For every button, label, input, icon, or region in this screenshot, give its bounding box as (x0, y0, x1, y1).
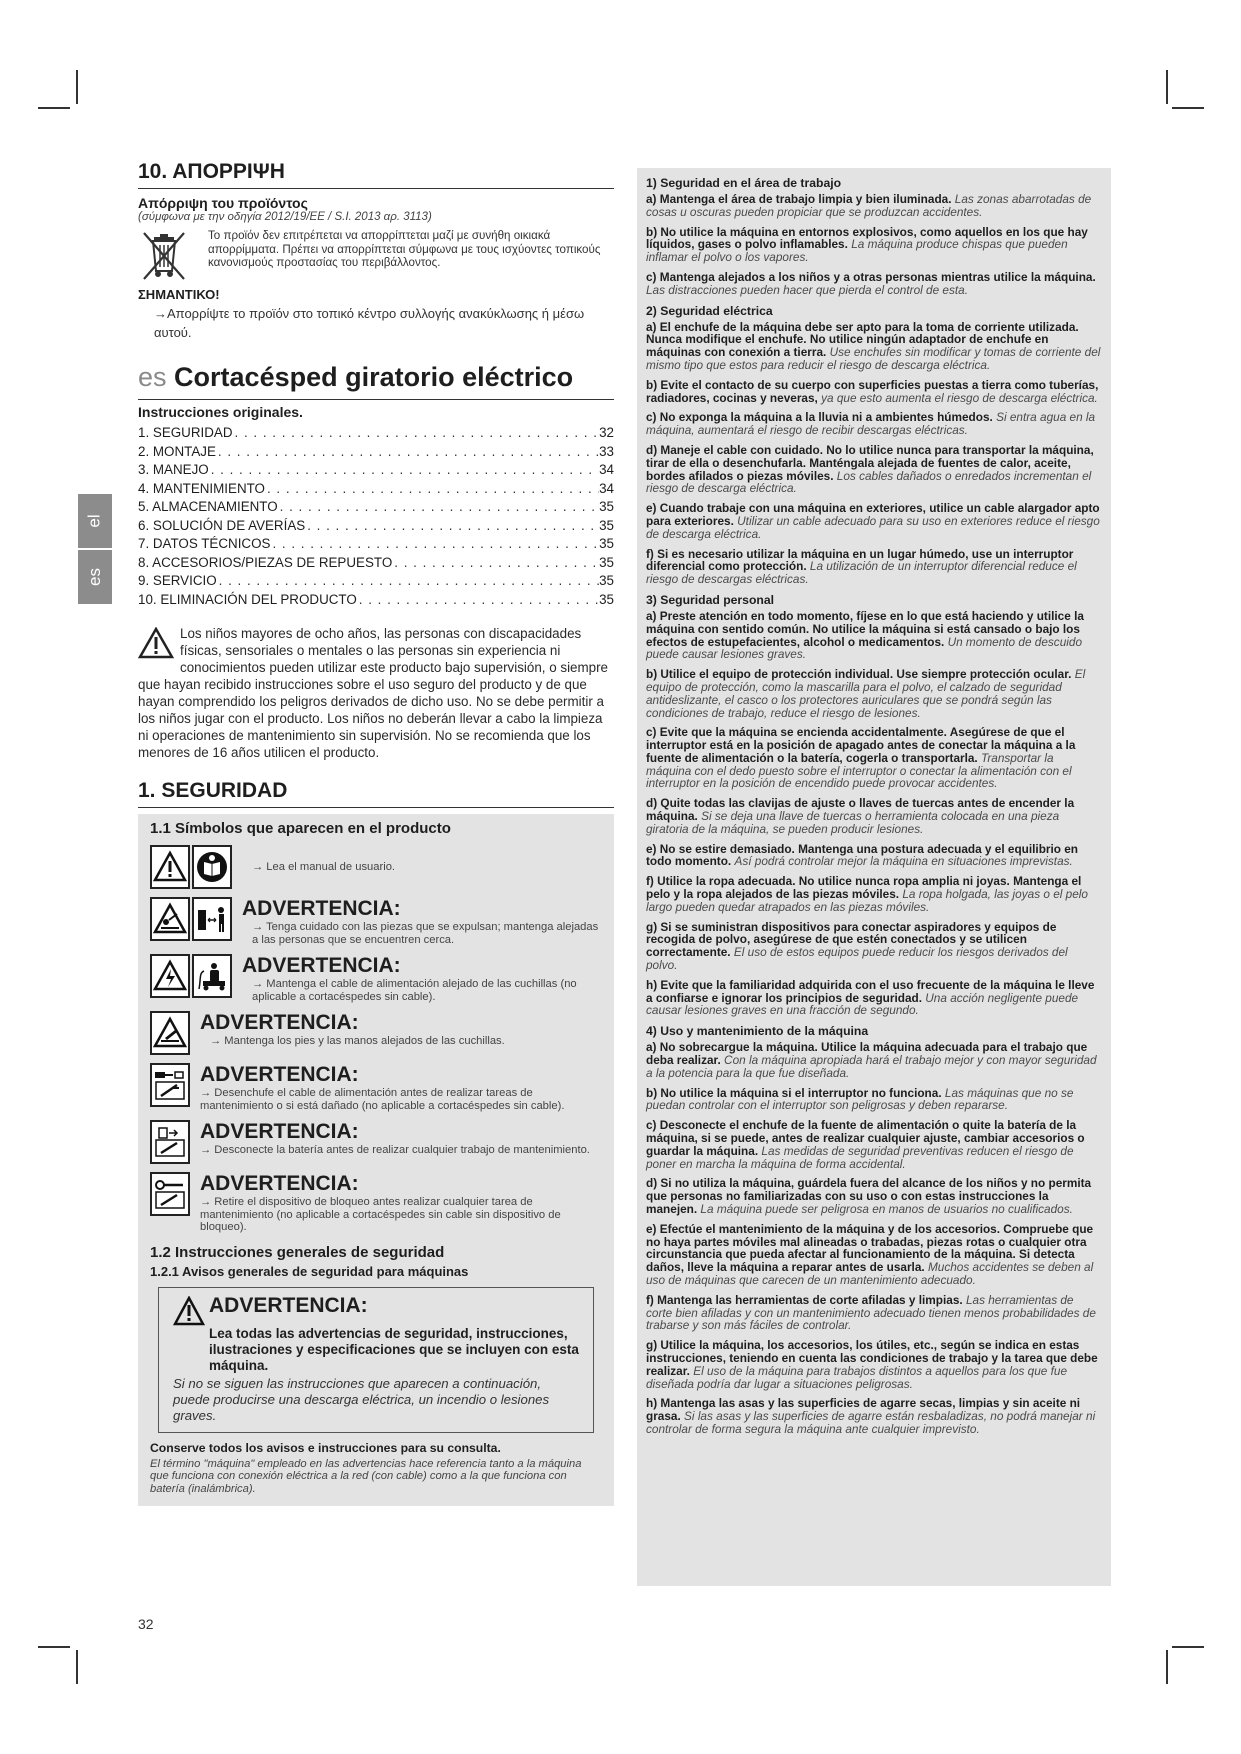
rule-item: b) No utilice la máquina en entornos explosivos, como aquellos en los que hay líquidos, gases o polvo inflamables. La máquina produce chispas que pueden inflamar el polvo o los vapores. (646, 224, 1088, 265)
rule-item: f) Utilice la ropa adecuada. No utilice nunca ropa amplia ni joyas. Mantenga el pelo y la ropa alejados de las piezas móviles. La ropa holgada, las joyas o el pelo largo pueden quedar atrapados en las piezas móviles. (646, 874, 1088, 914)
symbol-row (150, 1011, 602, 1055)
keep-distance-icon (192, 897, 232, 941)
rule-item: h) Mantenga las asas y las superficies de agarre secas, limpias y sin aceite ni grasa. Si las asas y las superficies de agarre están resbaladizas, no podrá manejar ni controlar de forma segura la máquina ante cualquier imprevisto. (646, 1396, 1096, 1436)
keep-instructions-text: Conserve todos los avisos e instrucciones para su consulta. (150, 1440, 501, 1455)
rule-item: e) No se estire demasiado. Mantenga una postura adecuada y el equilibrio en todo momento. Así podrá controlar mejor la máquina en situaciones imprevistas. (646, 841, 1079, 869)
symbol-description: → Desconecte la batería antes de realizar cualquier trabajo de mantenimiento. (200, 1144, 590, 1156)
toc-entry[interactable]: 2. MONTAJE . . . 33 (138, 443, 614, 462)
greek-disposal-heading: 10. ΑΠΟΡΡΙΨΗ (138, 160, 614, 189)
important-text: →Απορρίψτε το προϊόν στο τοπικό κέντρο συλλογής ανακύκλωσης ή μέσω αυτού. (154, 306, 585, 340)
safety-heading: 1. SEGURIDAD (138, 779, 614, 808)
toc-entry[interactable]: 8. ACCESORIOS/PIEZAS DE REPUESTO . . . 35 (138, 554, 614, 573)
right-column-safety-rules (637, 168, 1111, 1586)
rule-item: f) Si es necesario utilizar la máquina en un lugar húmedo, use un interruptor diferencial como protección. La utilización de un interruptor diferencial reduce el riesgo de descargas eléctricas. (646, 546, 1077, 587)
crop-mark (1172, 107, 1204, 109)
warning-triangle-icon (173, 1296, 205, 1326)
warning-heading: ADVERTENCIA: (200, 1172, 359, 1195)
toc-entry[interactable]: 1. SEGURIDAD . . . 32 (138, 424, 614, 443)
toc-entry[interactable]: 9. SERVICIO . . . 35 (138, 572, 614, 591)
warning-heading: ADVERTENCIA: (242, 897, 401, 920)
warning-heading: ADVERTENCIA: (200, 1120, 359, 1143)
symbol-row (150, 1172, 602, 1234)
side-tab-el[interactable]: el (78, 494, 112, 548)
rule-item: g) Utilice la máquina, los accesorios, los útiles, etc., según se indica en estas instrucciones, teniendo en cuenta las condiciones de trabajo y la tarea que debe realizar. El uso de la máquina para trabajos distintos a aquellos para los que fue diseñada podría dar lugar a situaciones peligrosas. (646, 1338, 1098, 1391)
symbol-description: → Mantenga el cable de alimentación alejado de las cuchillas (no aplicable a cortacéspedes sin cable). (252, 978, 577, 1003)
rule-item: c) No exponga la máquina a la lluvia ni a ambientes húmedos. Si entra agua en la máquina, aumentará el riesgo de recibir descargas eléctricas. (646, 410, 1096, 438)
rule-item: d) Maneje el cable con cuidado. No lo utilice nunca para transportar la máquina, tirar de ella o desenchufarla. Manténgala alejada de fuentes de calor, aceite, bordes afilados o piezas móviles. Los cables dañados o enredados incrementan el riesgo de descarga eléctrica. (646, 442, 1094, 496)
crop-mark (1166, 70, 1168, 104)
table-of-contents (138, 424, 614, 609)
crop-mark (76, 70, 78, 104)
symbol-row (150, 845, 602, 889)
children-warning-text: Los niños mayores de ocho años, las personas con discapacidades físicas, sensoriales o mentales o las personas sin experiencia ni conocimientos pueden utilizar este producto bajo supervisión, o siempre que hayan recibido instrucciones sobre el uso seguro del producto y de que hayan comprendido los peligros derivados de dicho uso. No se debe permitir a los niños jugar con el producto. Los niños no deberán llevar a cabo la limpieza ni operaciones de mantenimiento sin supervisión. No se recomienda que los menores de 16 años utilicen el producto. (138, 626, 608, 760)
left-column (138, 160, 614, 1506)
warning-heading: ADVERTENCIA: (200, 1011, 359, 1034)
general-warning-box (158, 1287, 594, 1433)
toc-entry[interactable]: 7. DATOS TÉCNICOS . . . 35 (138, 535, 614, 554)
warning-heading: ADVERTENCIA: (200, 1063, 359, 1086)
toc-entry[interactable]: 10. ELIMINACIÓN DEL PRODUCTO . . . 35 (138, 591, 614, 610)
rule-item: g) Si se suministran dispositivos para conectar aspiradores y equipos de recogida de polvo, asegúrese de que estén conectados y se utilicen correctamente. El uso de estos equipos puede reducir los riesgos derivados del polvo. (646, 919, 1068, 973)
section-heading: 2) Seguridad eléctrica (646, 303, 773, 318)
rule-item: a) Preste atención en todo momento, fíjese en lo que está haciendo y utilice la máquina con sentido común. No utilice la máquina si está cansado o bajo los efectos de estupefacientes, alcohol o medicamentos. Un momento de descuido puede causar lesiones graves. (646, 608, 1084, 662)
symbol-description: → Desenchufe el cable de alimentación antes de realizar tareas de mantenimiento o si está dañado (no aplicable a cortacéspedes sin cable). (200, 1087, 565, 1112)
toc-entry[interactable]: 4. MANTENIMIENTO . . . 34 (138, 480, 614, 499)
rule-item: d) Quite todas las clavijas de ajuste o llaves de tuercas antes de encender la máquina. Si se deja una llave de tuercas o herramienta colocada en una pieza giratoria de la máquina, se pueden producir lesiones. (646, 796, 1075, 836)
warning-box-italic-text: Si no se siguen las instrucciones que aparecen a continuación, puede producirse una descarga eléctrica, un incendio o lesiones graves. (173, 1375, 550, 1423)
section-heading: 3) Seguridad personal (646, 592, 774, 607)
section-heading: 4) Uso y mantenimiento de la máquina (646, 1024, 869, 1039)
crop-mark (76, 1650, 78, 1684)
rule-item: d) Si no utiliza la máquina, guárdela fuera del alcance de los niños y no permita que personas no familiarizadas con su uso o con estas instrucciones la manejen. La máquina puede ser peligrosa en manos de usuarios no cualificados. (646, 1176, 1092, 1216)
toc-entry[interactable]: 6. SOLUCIÓN DE AVERÍAS . . . 35 (138, 517, 614, 536)
rule-item: b) Utilice el equipo de protección individual. Use siempre protección ocular. El equipo de protección, como la mascarilla para el polvo, el calzado de seguridad antideslizante, el casco o los protectores auriculares que se pondrá según las condiciones de trabajo, reduce el riesgo de lesiones. (646, 667, 1086, 720)
cable-away-from-blades-icon (192, 954, 232, 998)
cutting-blade-hazard-icon (150, 1011, 190, 1055)
side-tab-es[interactable]: es (78, 550, 112, 604)
crop-mark (38, 107, 70, 109)
read-manual-icon (192, 845, 232, 889)
product-title-text: Cortacésped giratorio eléctrico (174, 362, 574, 392)
symbol-description: → Mantenga los pies y las manos alejados de las cuchillas. (210, 1035, 505, 1047)
toc-entry[interactable]: 3. MANEJO . . . 34 (138, 461, 614, 480)
symbols-heading: 1.1 Símbolos que aparecen en el producto (150, 820, 451, 837)
general-safety-heading: 1.2 Instrucciones generales de seguridad (150, 1243, 445, 1261)
rule-item: b) Evite el contacto de su cuerpo con superficies puestas a tierra como tuberías, radiadores, cocinas y neveras, ya que esto aumenta el riesgo de descarga eléctrica. (646, 377, 1099, 405)
rule-item: c) Evite que la máquina se encienda accidentalmente. Asegúrese de que el interruptor está en la posición de apagado antes de conectar la máquina a la fuente de alimentación o la batería, cogerla o transportarla. Transportar la máquina con el dedo puesto sobre el interruptor o conectar la alimentación con el interruptor en la posición de encendido puede provocar accidentes. (646, 725, 1076, 791)
crop-mark (1166, 1650, 1168, 1684)
children-warning (138, 625, 614, 761)
crossed-out-bin-icon (138, 229, 190, 281)
symbol-description: → Tenga cuidado con las piezas que se expulsan; mantenga alejadas a las personas que se encuentren cerca. (252, 921, 599, 946)
remove-battery-icon (150, 1120, 190, 1164)
rule-item: a) No sobrecargue la máquina. Utilice la máquina adecuada para el trabajo que deba realizar. Con la máquina apropiada hará el trabajo mejor y con mayor seguridad a la potencia para la que fue diseñada. (646, 1040, 1097, 1080)
symbol-row (150, 1120, 602, 1164)
important-label: ΣΗΜΑΝΤΙΚΟ! (138, 287, 220, 302)
greek-directive-reference: (σύμφωνα με την οδηγία 2012/19/EE / S.I. 2013 αρ. 3113) (138, 211, 432, 223)
machine-term-definition: El término "máquina" empleado en las advertencias hace referencia tanto a la máquina que funciona con conexión eléctrica a la red (con cable) como a la que funciona con batería (inalámbrica). (150, 1457, 582, 1496)
rule-item: b) No utilice la máquina si el interruptor no funciona. Las máquinas que no se puedan controlar con el interruptor son peligrosas y deben repararse. (646, 1085, 1074, 1113)
original-instructions-label: Instrucciones originales. (138, 404, 303, 420)
symbol-row (150, 954, 602, 1003)
crop-mark (38, 1646, 70, 1648)
rule-item: c) Mantenga alejados a los niños y a otras personas mientras utilice la máquina. Las distracciones pueden hacer que pierda el control de esta. (646, 269, 1096, 297)
warning-triangle-icon (150, 845, 190, 889)
safety-symbols-box (138, 814, 614, 1506)
greek-disposal-subtitle: Απόρριψη του προϊόντος (138, 195, 308, 211)
page-number: 32 (138, 1616, 154, 1632)
warning-heading: ADVERTENCIA: (242, 954, 401, 977)
remove-safety-key-icon (150, 1172, 190, 1216)
toc-entry[interactable]: 5. ALMACENAMIENTO . . . 35 (138, 498, 614, 517)
symbol-row (150, 1063, 602, 1112)
unplug-before-maintenance-icon (150, 1063, 190, 1107)
product-title (138, 362, 614, 400)
warning-box-title: ADVERTENCIA: (209, 1293, 368, 1317)
rule-item: c) Desconecte el enchufe de la fuente de alimentación o quite la batería de la máquina, si se puede, antes de realizar cualquier ajuste, cambiar accesorios o guardar la máquina. Las medidas de seguridad preventivas reducen el riesgo de poner en marcha la máquina de forma accidental. (646, 1118, 1085, 1171)
rule-item: f) Mantenga las herramientas de corte afiladas y limpias. Las herramientas de corte bien afiladas y con un mantenimiento adecuado tienen menos probabilidades de trabarse y son más fáciles de controlar. (646, 1292, 1096, 1333)
symbol-description: → Lea el manual de usuario. (252, 861, 396, 873)
crop-mark (1172, 1646, 1204, 1648)
language-code: es (138, 362, 167, 392)
rule-item: a) Mantenga el área de trabajo limpia y bien iluminada. Las zonas abarrotadas de cosas u oscuras pueden propiciar que se produzcan accidentes. (646, 192, 1092, 219)
rule-item: a) El enchufe de la máquina debe ser apto para la toma de corriente utilizada. Nunca modifique el enchufe. No utilice ningún adaptador de enchufe en máquinas con conexión a tierra. Use enchufes sin modificar y tomas de corriente del mismo tipo que estos para reducir el riesgo de descarga eléctrica. (646, 319, 1101, 372)
rule-item: e) Efectúe el mantenimiento de la máquina y de los accesorios. Compruebe que no haya partes móviles mal alineadas o trabadas, piezas rotas o cualquier otra circunstancia que pueda afectar al funcionamiento de la máquina. Si detecta daños, lleve la máquina a reparar antes de usarla. Muchos accidentes se deben al uso de máquinas que carecen de un mantenimiento adecuado. (646, 1221, 1094, 1287)
section-heading: 1) Seguridad en el área de trabajo (646, 176, 842, 190)
general-safety-subheading: 1.2.1 Avisos generales de seguridad para máquinas (150, 1263, 469, 1279)
thrown-objects-icon (150, 897, 190, 941)
disposal-text: Το προϊόν δεν επιτρέπεται να απορρίπτεται μαζί με συνήθη οικιακά απορρίμματα. Πρέπει να απορρίπτεται σύμφωνα με τους ισχύοντες τοπικούς κανονισμούς προστασίας του περιβάλλοντος. (208, 229, 601, 269)
rule-item: e) Cuando trabaje con una máquina en exteriores, utilice un cable alargador apto para exteriores. Utilizar un cable adecuado para su uso en exteriores reduce el riesgo de descarga eléctrica. (646, 501, 1100, 541)
warning-triangle-icon (138, 627, 174, 659)
electric-shock-icon (150, 954, 190, 998)
warning-box-bold-text: Lea todas las advertencias de seguridad, instrucciones, ilustraciones y especificaciones que se incluyen con esta máquina. (209, 1325, 579, 1373)
rule-item: h) Evite que la familiaridad adquirida con el uso frecuente de la máquina le lleve a confiarse e ignorar los principios de seguridad. Una acción negligente puede causar lesiones graves en una fracción de segundo. (646, 977, 1095, 1018)
disposal-notice (138, 229, 614, 281)
symbol-description: → Retire el dispositivo de bloqueo antes realizar cualquier tarea de mantenimiento (no aplicable a cortacéspedes sin cable sin dispositivo de bloqueo). (200, 1196, 561, 1233)
symbol-row (150, 897, 602, 946)
